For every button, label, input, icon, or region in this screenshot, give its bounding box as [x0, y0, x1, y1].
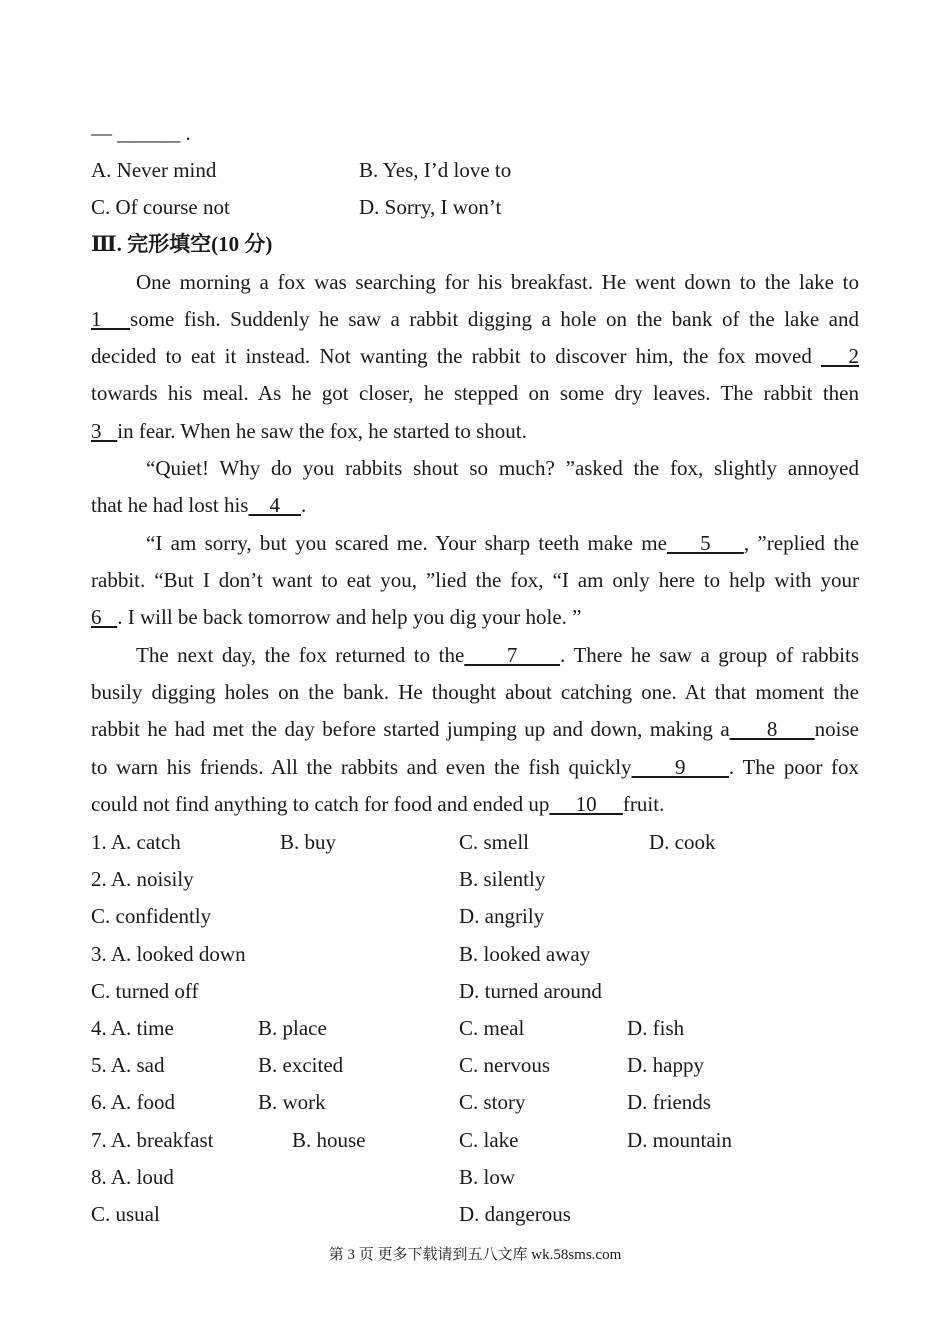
question-row: 2. A. noisily B. silently [91, 867, 546, 891]
passage-line: to warn his friends. All the rabbits and even the fish quickly 9 . The poor fox [91, 755, 859, 779]
passage-line: The next day, the fox returned to the 7 . There he saw a group of rabbits [136, 643, 859, 667]
option-d: D. Sorry, I won’t [359, 195, 502, 219]
passage-line: rabbit he had met the day before started jumping up and down, making a 8 noise [91, 717, 859, 741]
blank-9: 9 [631, 755, 729, 779]
passage-line: busily digging holes on the bank. He thought about catching one. At that moment the [91, 680, 859, 704]
page-footer: 第 3 页 更多下载请到五八文库 wk.58sms.com [328, 1247, 622, 1263]
passage-line: towards his meal. As he got closer, he stepped on some dry leaves. The rabbit then [91, 381, 859, 405]
passage-line: could not find anything to catch for food and ended up 10 fruit. [91, 792, 665, 816]
blank-10: 10 [549, 792, 623, 816]
question-row: C. turned off D. turned around [91, 979, 602, 1003]
question-row: 8. A. loud B. low [91, 1165, 516, 1189]
question-row: 3. A. looked down B. looked away [91, 942, 591, 966]
blank-8: 8 [729, 717, 815, 741]
passage-line: 3 in fear. When he saw the fox, he started to shout. [91, 419, 527, 443]
option-c: C. Of course not [91, 195, 230, 219]
blank-5: 5 [666, 531, 744, 555]
question-row: C. confidently D. angrily [91, 904, 545, 928]
question-row: C. usual D. dangerous [91, 1202, 571, 1226]
section-title: 完形填空(10 分) [127, 232, 273, 256]
blank-1: 1 [91, 307, 131, 331]
option-b: B. Yes, I’d love to [359, 158, 512, 182]
question-row: 6. A. food B. work C. story D. friends [91, 1090, 711, 1114]
prev-options-row-1 [91, 155, 859, 185]
blank-7: 7 [464, 643, 561, 667]
section-heading [91, 229, 859, 259]
question-row: 7. A. breakfast B. house C. lake D. mountain [91, 1128, 732, 1152]
passage-line: rabbit. “But I don’t want to eat you, ”lied the fox, “I am only here to help with your [91, 568, 859, 592]
blank-3: 3 [91, 419, 118, 443]
blank-2: 2 [821, 344, 859, 368]
passage-line: One morning a fox was searching for his breakfast. He went down to the lake to [136, 270, 859, 294]
passage-line: that he had lost his 4 . [91, 493, 307, 517]
question-row: 5. A. sad B. excited C. nervous D. happy [91, 1053, 704, 1077]
section-roman: Ⅲ. [91, 232, 122, 256]
blank-4: 4 [248, 493, 301, 517]
dialogue-blank: — ______ . [91, 121, 191, 145]
blank-6: 6 [91, 605, 118, 629]
question-row: 4. A. time B. place C. meal D. fish [91, 1016, 685, 1040]
option-a: A. Never mind [91, 158, 217, 182]
question-row: 1. A. catch B. buy C. smell D. cook [91, 830, 716, 854]
passage-line: 1 some fish. Suddenly he saw a rabbit digging a hole on the bank of the lake and [91, 307, 860, 331]
passage-line: 6 . I will be back tomorrow and help you dig your hole. ” [91, 605, 582, 629]
passage-line: “I am sorry, but you scared me. Your sharp teeth make me 5 , ”replied the [146, 531, 860, 555]
prev-options-row-2 [91, 192, 859, 222]
passage-line: “Quiet! Why do you rabbits shout so much? ”asked the fox, slightly annoyed [146, 456, 859, 480]
passage-line: decided to eat it instead. Not wanting the rabbit to discover him, the fox moved 2 [91, 344, 859, 368]
